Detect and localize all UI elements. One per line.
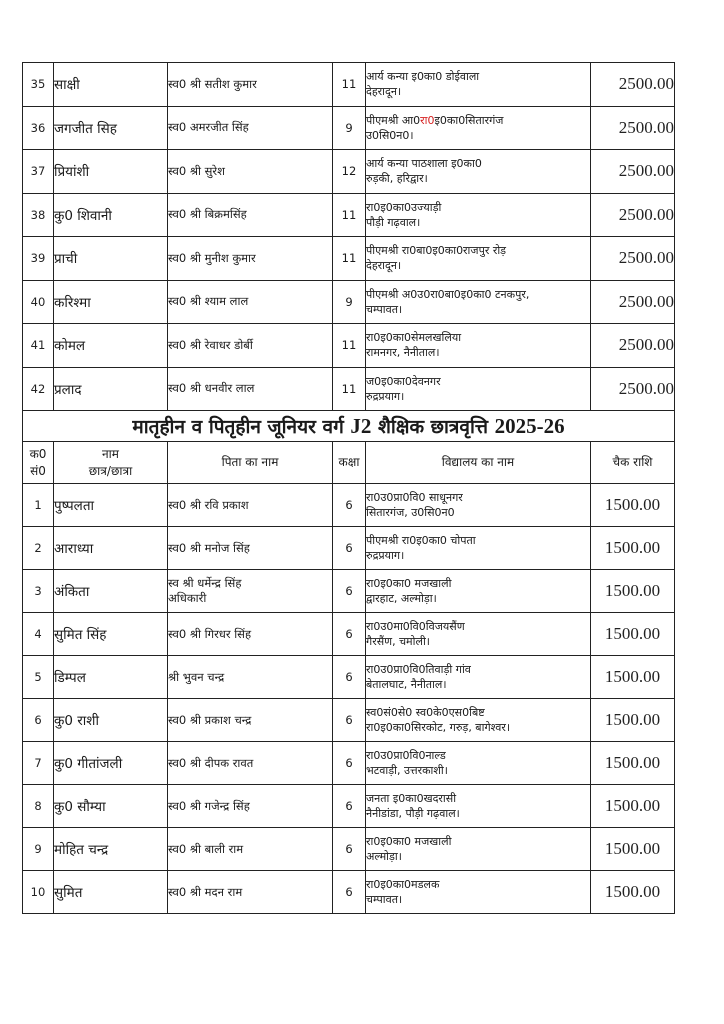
cell-cheque-amount: 2500.00 <box>591 106 675 150</box>
cell-student-name: कु0 गीतांजली <box>54 742 168 785</box>
cell-class: 11 <box>333 324 366 368</box>
school-line1-part: इ0का0सितारगंज <box>434 113 504 127</box>
cell-class: 11 <box>333 237 366 281</box>
table-row <box>23 656 675 699</box>
cell-class: 6 <box>333 527 366 570</box>
cell-father-name: स्व0 श्री गजेन्द्र सिंह <box>168 785 333 828</box>
cell-father-name: स्व0 श्री धनवीर लाल <box>168 367 333 411</box>
header-sn <box>23 442 54 484</box>
cell-cheque-amount: 1500.00 <box>591 742 675 785</box>
school-line2: भटवाड़ी, उत्तरकाशी। <box>366 764 448 777</box>
section-title <box>23 411 675 442</box>
cell-student-name: सुमित <box>54 871 168 914</box>
cell-father-name: स्व0 श्री मनोज सिंह <box>168 527 333 570</box>
cell-serial: 36 <box>23 106 54 150</box>
title-code: J2 <box>350 414 372 438</box>
school-line1: रा0इ0का0सेमलखलिया <box>366 331 462 345</box>
cell-school-name <box>366 699 591 742</box>
cell-school-name <box>366 324 591 368</box>
scholarship-table <box>22 62 675 914</box>
school-line2: रामनगर, नैनीताल। <box>366 346 440 360</box>
cell-cheque-amount: 1500.00 <box>591 828 675 871</box>
school-line1: रा0इ0का0 मजखाली <box>366 835 452 848</box>
cell-school-name <box>366 193 591 237</box>
cell-school-name <box>366 106 591 150</box>
cell-cheque-amount: 1500.00 <box>591 484 675 527</box>
table-row <box>23 699 675 742</box>
cell-father-name: स्व0 श्री मदन राम <box>168 871 333 914</box>
cell-school-name <box>366 367 591 411</box>
cell-student-name: अंकिता <box>54 570 168 613</box>
header-class: कक्षा <box>333 442 366 484</box>
header-row <box>23 442 675 484</box>
cell-cheque-amount: 1500.00 <box>591 656 675 699</box>
cell-cheque-amount: 2500.00 <box>591 63 675 107</box>
cell-cheque-amount: 2500.00 <box>591 237 675 281</box>
school-line2: अल्मोड़ा। <box>366 850 402 863</box>
cell-school-name <box>366 527 591 570</box>
table-row <box>23 150 675 194</box>
school-line1: पीएमश्री अ0उ0रा0बा0इ0का0 टनकपुर, <box>366 287 530 301</box>
cell-class: 6 <box>333 828 366 871</box>
table-row <box>23 570 675 613</box>
cell-serial: 5 <box>23 656 54 699</box>
cell-serial: 42 <box>23 367 54 411</box>
cell-student-name: कोमल <box>54 324 168 368</box>
cell-school-name <box>366 570 591 613</box>
cell-serial: 40 <box>23 280 54 324</box>
cell-serial: 6 <box>23 699 54 742</box>
cell-father-name: स्व0 श्री गिरधर सिंह <box>168 613 333 656</box>
cell-class: 12 <box>333 150 366 194</box>
table-row <box>23 527 675 570</box>
cell-school-name <box>366 63 591 107</box>
cell-father-name: स्व0 श्री बाली राम <box>168 828 333 871</box>
cell-class: 6 <box>333 570 366 613</box>
cell-father-name: श्री भुवन चन्द्र <box>168 656 333 699</box>
school-line1: रा0उ0मा0वि0विजयसैंण <box>366 620 465 633</box>
cell-student-name: कु0 सौम्या <box>54 785 168 828</box>
table-row <box>23 367 675 411</box>
cell-class: 6 <box>333 699 366 742</box>
cell-father-name: स्व0 श्री श्याम लाल <box>168 280 333 324</box>
school-line2: सितारगंज, उ0सि0न0 <box>366 506 455 519</box>
cell-father-name: स्व0 श्री बिक्रमसिंह <box>168 193 333 237</box>
title-text-mid: शैक्षिक छात्रवृत्ति <box>371 416 495 438</box>
school-line2: नैनीडांडा, पौड़ी गढ़वाल। <box>366 807 460 820</box>
cell-class: 6 <box>333 484 366 527</box>
school-line2: देहरादून। <box>366 259 402 273</box>
cell-cheque-amount: 1500.00 <box>591 871 675 914</box>
header-school: विद्यालय का नाम <box>366 442 591 484</box>
school-line1: स्व0सं0से0 स्व0के0एस0बिष्ट <box>366 706 485 719</box>
cell-serial: 38 <box>23 193 54 237</box>
cell-class: 6 <box>333 656 366 699</box>
cell-student-name: जगजीत सिह <box>54 106 168 150</box>
school-line1: आर्य कन्या पाठशाला इ0का0 <box>366 157 482 171</box>
cell-class: 11 <box>333 63 366 107</box>
cell-cheque-amount: 2500.00 <box>591 150 675 194</box>
table-row <box>23 742 675 785</box>
header-sn-line2: सं0 <box>30 463 46 478</box>
header-amount: चैक राशि <box>591 442 675 484</box>
cell-class: 6 <box>333 742 366 785</box>
cell-class: 6 <box>333 871 366 914</box>
cell-student-name: सुमित सिंह <box>54 613 168 656</box>
school-line2: रुद्रप्रयाग। <box>366 389 405 403</box>
school-line2: रुद्रप्रयाग। <box>366 549 405 562</box>
cell-serial: 2 <box>23 527 54 570</box>
school-line2: चम्पावत। <box>366 893 403 906</box>
cell-class: 6 <box>333 785 366 828</box>
school-line2: बेतालघाट, नैनीताल। <box>366 678 447 691</box>
cell-student-name: पुष्पलता <box>54 484 168 527</box>
cell-school-name <box>366 742 591 785</box>
table-row <box>23 785 675 828</box>
table-row <box>23 237 675 281</box>
cell-cheque-amount: 1500.00 <box>591 570 675 613</box>
cell-student-name: मोहित चन्द्र <box>54 828 168 871</box>
cell-serial: 3 <box>23 570 54 613</box>
school-line1: पीएमश्री रा0इ0का0 चोपता <box>366 534 476 547</box>
cell-school-name <box>366 613 591 656</box>
cell-serial: 1 <box>23 484 54 527</box>
cell-serial: 4 <box>23 613 54 656</box>
cell-school-name <box>366 871 591 914</box>
cell-cheque-amount: 1500.00 <box>591 527 675 570</box>
header-name <box>54 442 168 484</box>
cell-father-name: स्व0 अमरजीत सिंह <box>168 106 333 150</box>
school-line2: चम्पावत। <box>366 302 403 316</box>
cell-father-name: स्व0 श्री मुनीश कुमार <box>168 237 333 281</box>
school-line1: रा0उ0प्रा0वि0नाल्ड <box>366 749 446 762</box>
cell-school-name <box>366 785 591 828</box>
cell-father-name: स्व0 श्री दीपक रावत <box>168 742 333 785</box>
school-line2: रुड़की, हरिद्वार। <box>366 172 428 186</box>
father-line1: स्व श्री धर्मेन्द्र सिंह <box>168 576 242 590</box>
cell-class: 11 <box>333 193 366 237</box>
section-bottom-body <box>23 484 675 914</box>
cell-school-name <box>366 150 591 194</box>
school-line2: उ0सि0न0। <box>366 128 414 142</box>
header-father: पिता का नाम <box>168 442 333 484</box>
cell-father-name: स्व0 श्री रवि प्रकाश <box>168 484 333 527</box>
table-row <box>23 484 675 527</box>
cell-class: 9 <box>333 280 366 324</box>
cell-class: 6 <box>333 613 366 656</box>
cell-student-name: प्रियांशी <box>54 150 168 194</box>
cell-student-name: साक्षी <box>54 63 168 107</box>
cell-serial: 9 <box>23 828 54 871</box>
cell-student-name: प्राची <box>54 237 168 281</box>
school-line1: रा0उ0प्रा0वि0 साधूनगर <box>366 491 463 504</box>
table-row <box>23 106 675 150</box>
table-row <box>23 280 675 324</box>
table-row <box>23 828 675 871</box>
school-line1-highlight: रा0 <box>420 113 435 127</box>
cell-serial: 41 <box>23 324 54 368</box>
cell-serial: 37 <box>23 150 54 194</box>
cell-father-name: स्व0 श्री प्रकाश चन्द्र <box>168 699 333 742</box>
title-year: 2025-26 <box>494 414 565 438</box>
school-line2: देहरादून। <box>366 85 402 99</box>
cell-cheque-amount: 2500.00 <box>591 367 675 411</box>
school-line1-part: पीएमश्री आ0 <box>366 113 421 127</box>
cell-school-name <box>366 484 591 527</box>
title-text-pre: मातृहीन व पितृहीन जूनियर वर्ग <box>132 416 351 438</box>
cell-cheque-amount: 2500.00 <box>591 324 675 368</box>
cell-cheque-amount: 2500.00 <box>591 193 675 237</box>
cell-cheque-amount: 1500.00 <box>591 699 675 742</box>
cell-serial: 8 <box>23 785 54 828</box>
section-top-body <box>23 63 675 411</box>
cell-father-name: स्व0 श्री सतीश कुमार <box>168 63 333 107</box>
school-line1: ज0इ0का0देवनगर <box>366 374 441 388</box>
cell-cheque-amount: 1500.00 <box>591 613 675 656</box>
table-row <box>23 613 675 656</box>
cell-serial: 10 <box>23 871 54 914</box>
table-row <box>23 871 675 914</box>
cell-class: 9 <box>333 106 366 150</box>
school-line2: द्वारहाट, अल्मोड़ा। <box>366 592 437 605</box>
table-row <box>23 63 675 107</box>
school-line2: रा0इ0का0सिरकोट, गरुड़, बागेश्वर। <box>366 721 511 734</box>
cell-school-name <box>366 237 591 281</box>
cell-student-name: प्रलाद <box>54 367 168 411</box>
cell-serial: 39 <box>23 237 54 281</box>
school-line1: रा0इ0का0उज्याड़ी <box>366 200 442 214</box>
cell-father-name: स्व0 श्री सुरेश <box>168 150 333 194</box>
cell-class: 11 <box>333 367 366 411</box>
cell-serial: 7 <box>23 742 54 785</box>
header-name-line2: छात्र/छात्रा <box>88 463 133 478</box>
school-line1: आर्य कन्या इ0का0 डोईवाला <box>366 70 480 84</box>
school-line1: रा0इ0का0मडलक <box>366 878 440 891</box>
header-sn-line1: क0 <box>29 446 47 461</box>
header-name-line1: नाम <box>102 446 119 461</box>
cell-student-name: करिश्मा <box>54 280 168 324</box>
school-line1: जनता इ0का0खदरासी <box>366 792 457 805</box>
cell-school-name <box>366 828 591 871</box>
father-line2: अधिकारी <box>168 591 207 605</box>
cell-cheque-amount: 1500.00 <box>591 785 675 828</box>
school-line1: रा0उ0प्रा0वि0तिवाड़ी गांव <box>366 663 471 676</box>
cell-school-name <box>366 280 591 324</box>
school-line1: पीएमश्री रा0बा0इ0का0राजपुर रोड़ <box>366 244 507 258</box>
cell-cheque-amount: 2500.00 <box>591 280 675 324</box>
cell-student-name: डिम्पल <box>54 656 168 699</box>
cell-school-name <box>366 656 591 699</box>
cell-father-name <box>168 570 333 613</box>
table-row <box>23 193 675 237</box>
school-line1: रा0इ0का0 मजखाली <box>366 577 452 590</box>
school-line2: गैरसैंण, चमोली। <box>366 635 430 648</box>
cell-student-name: कु0 राशी <box>54 699 168 742</box>
section-bottom-heading <box>23 411 675 484</box>
cell-father-name: स्व0 श्री रेवाधर डोर्बी <box>168 324 333 368</box>
cell-student-name: कु0 शिवानी <box>54 193 168 237</box>
cell-serial: 35 <box>23 63 54 107</box>
cell-student-name: आराध्या <box>54 527 168 570</box>
table-row <box>23 324 675 368</box>
school-line2: पौड़ी गढ़वाल। <box>366 215 421 229</box>
